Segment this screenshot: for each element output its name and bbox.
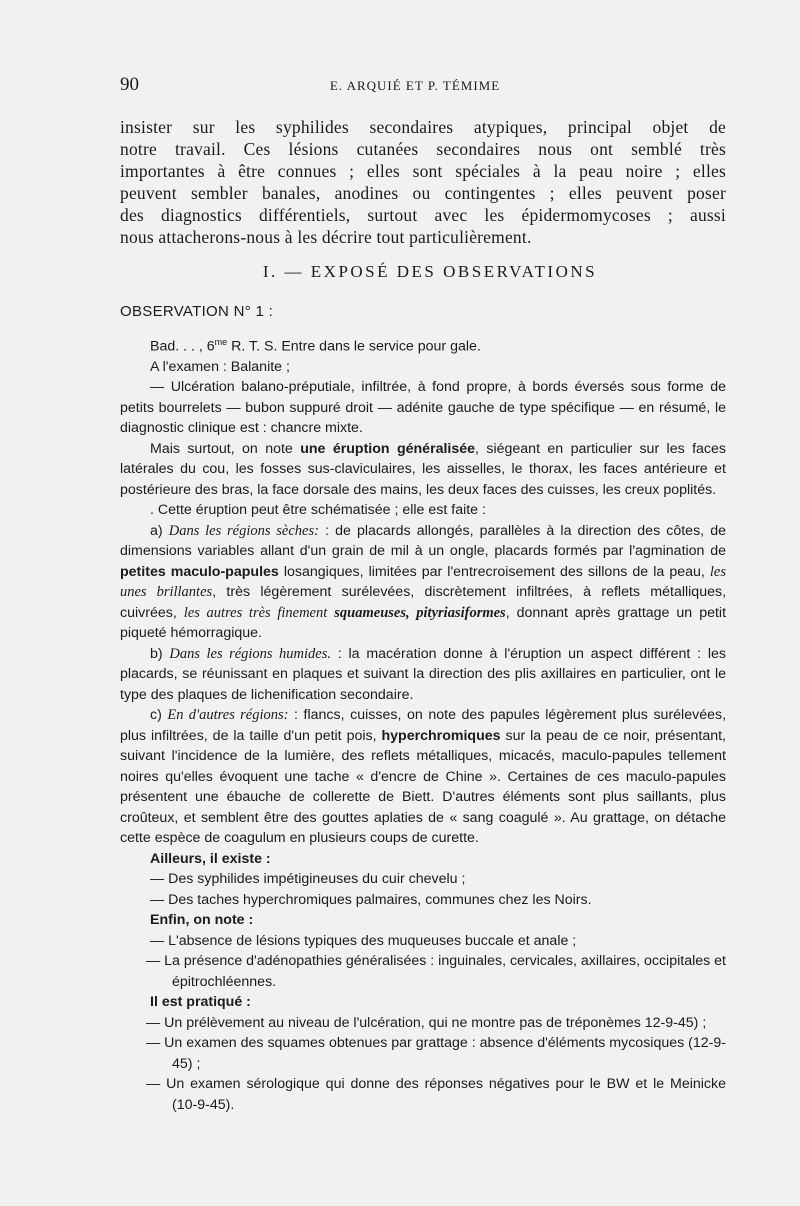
text-run: , très légèrement surélevées, discrètement infiltrées, à reflets métalliques, cuivrées, xyxy=(120,584,727,621)
text-run: : la macération donne à l'éruption un aspect différent : les placards, se réunissant en plaques et suivant la direction des plis axillaires en particulier, ont le type des plaques de lichenification secondaire. xyxy=(120,645,726,703)
eruption-paragraph xyxy=(120,439,726,501)
list-item: — Un examen sérologique qui donne des réponses négatives pour le BW et le Meinicke (10-9-45). xyxy=(146,1076,726,1113)
italic-run: les autres très finement xyxy=(183,604,328,621)
text-run: : flancs, cuisses, on note des papules légèrement plus surélevées, plus infiltrées, de la taille d'un petit pois, xyxy=(120,707,727,744)
item-b-paragraph xyxy=(120,644,726,706)
list-item: — Des taches hyperchromiques palmaires, communes chez les Noirs. xyxy=(150,891,592,908)
emphasis-run: petites maculo-papules xyxy=(120,563,279,580)
text-run: losangiques, limitées par l'entrecroisement des sillons de la peau, xyxy=(278,563,710,580)
intro-line: nous attacherons-nous à les décrire tout particulièrement. xyxy=(120,227,532,247)
section-title: I. — EXPOSÉ DES OBSERVATIONS xyxy=(262,262,598,281)
patient-unit: R. T. S. Entre dans le service pour gale. xyxy=(227,338,481,355)
patient-name: Bad. . . , 6 xyxy=(150,338,215,355)
intro-line: insister sur les syphilides secondaires atypiques, principal objet de xyxy=(120,117,726,137)
intro-line: importantes à être connues ; elles sont spéciales à la peau noire ; elles xyxy=(120,161,726,181)
item-label: a) xyxy=(150,522,169,539)
schema-line: . Cette éruption peut être schématisée ; elle est faite : xyxy=(150,502,486,519)
item-c-paragraph xyxy=(120,705,726,849)
list-item: — Un prélèvement au niveau de l'ulcération, qui ne montre pas de tréponèmes 12-9-45) ; xyxy=(146,1014,707,1031)
intro-line: peuvent sembler banales, anodines ou contingentes ; elles peuvent poser xyxy=(120,183,726,203)
intro-paragraph xyxy=(120,116,726,248)
observation-title: OBSERVATION N° 1 : xyxy=(120,303,274,320)
item-label: c) xyxy=(150,707,168,724)
patient-sup: me xyxy=(214,336,228,347)
exam-line: A l'examen : Balanite ; xyxy=(150,358,290,375)
ailleurs-heading: Ailleurs, il existe : xyxy=(150,850,271,867)
emphasis-run: squameuses, pityriasiformes xyxy=(334,604,506,621)
running-title: E. ARQUIÉ ET P. TÉMIME xyxy=(329,78,501,93)
list-item: — La présence d'adénopathies généralisées : inguinales, cervicales, axillaires, occipitales et épitrochléennes. xyxy=(146,953,726,990)
item-label: b) xyxy=(150,645,170,662)
italic-run: En d'autres régions: xyxy=(167,707,289,724)
list-item: — L'absence de lésions typiques des muqueuses buccale et anale ; xyxy=(150,932,577,949)
patient-line xyxy=(120,332,726,357)
italic-run: Dans les régions sèches: xyxy=(168,522,319,539)
ulceration-paragraph: — Ulcération balano-préputiale, infiltrée, à fond propre, à bords éversés sous forme de petits bourrelets — bubon suppuré droit — adénite gauche de type spécifique — en résumé, le diagnostic clinique est : chancre mixte. xyxy=(120,379,726,437)
text-run: : de placards allongés, parallèles à la direction des côtes, de dimensions variables allant d'un grain de mil à un ongle, placards formés par l'agmination de xyxy=(120,522,726,560)
list-item: — Un examen des squames obtenues par grattage : absence d'éléments mycosiques (12-9-45) ; xyxy=(146,1035,726,1072)
intro-line: des diagnostics différentiels, surtout avec les épidermomycoses ; aussi xyxy=(120,205,726,225)
intro-line: notre travail. Ces lésions cutanées secondaires nous ont semblé très xyxy=(120,139,726,159)
page-number: 90 xyxy=(120,74,139,95)
emphasis-run: hyperchromiques xyxy=(381,727,501,744)
text-run: , siégeant en particulier sur les faces latérales du cou, les fosses sus-claviculaires, les aisselles, le thorax, les faces antérieure et postérieure des bras, la face dorsale des mains, les deux faces des cuisses, les creux poplités. xyxy=(120,440,726,498)
italic-run: Dans les régions humides. xyxy=(169,645,331,662)
enfin-heading: Enfin, on note : xyxy=(150,912,254,929)
item-a-paragraph xyxy=(120,521,726,644)
text-run: , donnant après grattage un petit piqueté hémorragique. xyxy=(120,604,727,642)
observation-body xyxy=(120,302,726,1115)
text-run: Mais surtout, on note xyxy=(150,440,301,457)
text-run: sur la peau de ce noir, présentant, suivant l'incidence de la lumière, des reflets métalliques, micacés, maculo-papules tellement noires qu'elles évoquent une tache « d'encre de Chine ». Certaines de ces maculo-papules présentent une ébauche de collerette de Biett. D'autres éléments sont plus saillants, plus croûteux, et semblent être des gouttes aplaties de « sang coagulé ». Au grattage, on détache cette espèce de coagulum en plusieurs coups de curette. xyxy=(120,727,726,847)
pratique-heading: Il est pratiqué : xyxy=(150,994,251,1011)
emphasis-run: une éruption généralisée xyxy=(300,440,476,457)
list-item: — Des syphilides impétigineuses du cuir chevelu ; xyxy=(150,871,466,888)
italic-run: les unes brillantes xyxy=(120,563,726,601)
